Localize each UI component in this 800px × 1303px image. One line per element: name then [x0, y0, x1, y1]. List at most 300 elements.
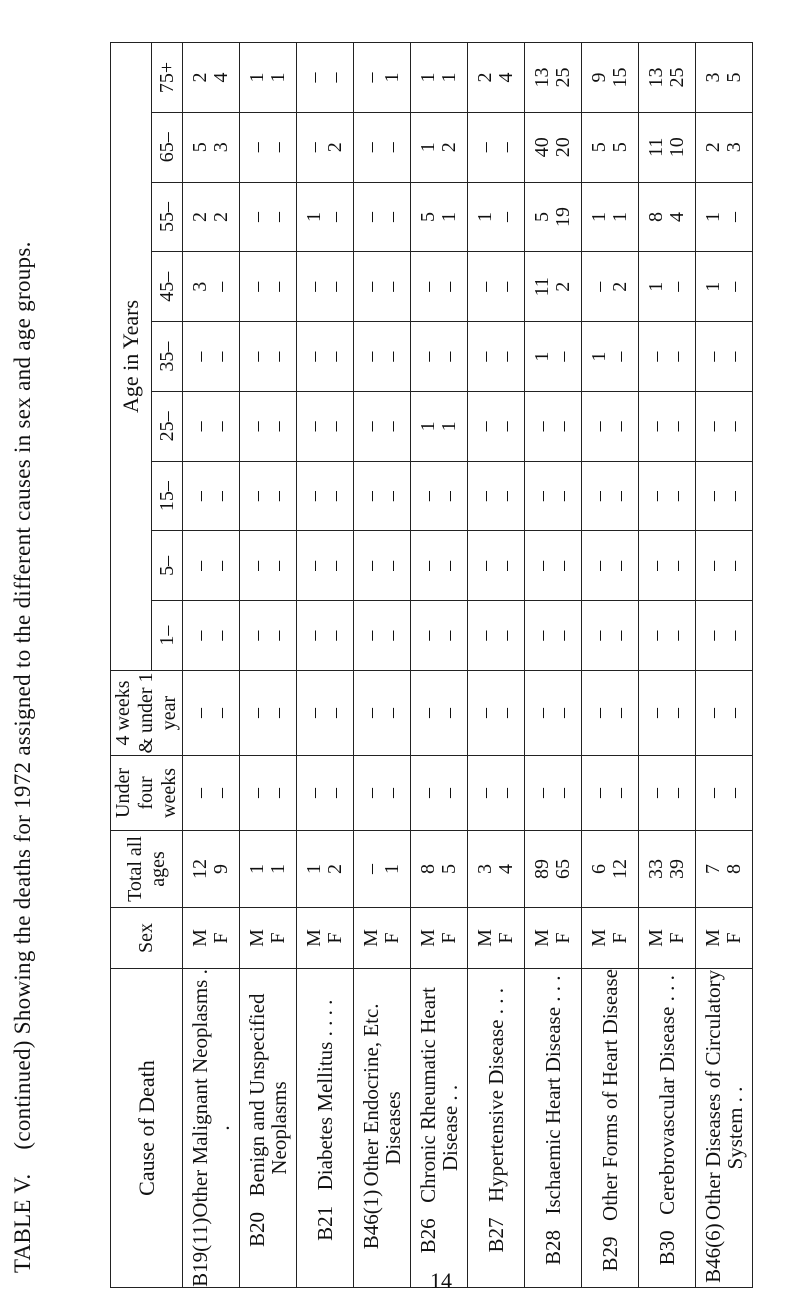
male-value: –	[588, 421, 610, 432]
male-value: –	[474, 491, 496, 502]
male-value: –	[189, 788, 211, 798]
male-value: –	[246, 491, 268, 502]
age-group-cell	[696, 182, 753, 252]
header-sex: Sex	[111, 908, 183, 969]
female-value: 1	[267, 72, 289, 83]
female-value: –	[723, 212, 745, 223]
table-row	[525, 43, 582, 1288]
age-group-cell	[639, 252, 696, 322]
female-value: –	[267, 142, 289, 153]
male-value: –	[303, 351, 325, 362]
age-group-cell	[525, 252, 582, 322]
header-age-group: 35–	[152, 322, 183, 392]
female-value: –	[609, 421, 631, 432]
cause-name: Other Endocrine, Etc. Diseases	[358, 1003, 405, 1187]
male-value: –	[645, 351, 667, 362]
female-value: F	[609, 932, 631, 944]
age-group-cell	[582, 461, 639, 531]
age-group-cell	[354, 322, 411, 392]
age-group-cell	[240, 531, 297, 601]
male-value: –	[189, 351, 211, 362]
male-value: –	[474, 708, 496, 718]
cause-name: Other Forms of Heart Disease	[597, 969, 622, 1221]
under-four-weeks-cell	[297, 756, 354, 831]
age-group-cell	[297, 601, 354, 671]
male-value: –	[531, 630, 553, 641]
female-value: –	[495, 630, 517, 641]
female-value: –	[324, 421, 346, 432]
male-value: –	[360, 212, 382, 223]
female-value: 25	[552, 67, 574, 88]
male-value: –	[417, 281, 439, 292]
female-value: 1	[267, 864, 289, 874]
female-value: –	[609, 630, 631, 641]
male-value: –	[360, 142, 382, 153]
male-value: –	[360, 491, 382, 502]
age-group-cell	[354, 531, 411, 601]
female-value: F	[666, 932, 688, 944]
male-value: –	[474, 142, 496, 153]
age-group-cell	[525, 112, 582, 182]
female-value: 1	[438, 212, 460, 223]
female-value: 4	[210, 72, 232, 83]
male-value: M	[474, 929, 496, 947]
female-value: 39	[666, 859, 688, 879]
table-row	[183, 43, 240, 1288]
female-value: 12	[609, 859, 631, 879]
header-age-group: 15–	[152, 461, 183, 531]
cause-cell	[297, 969, 354, 1288]
male-value: –	[189, 708, 211, 718]
cause-code: B20	[244, 1211, 269, 1247]
male-value: 7	[702, 864, 724, 874]
female-value: –	[381, 788, 403, 798]
female-value: –	[723, 491, 745, 502]
age-group-cell	[468, 531, 525, 601]
male-value: –	[474, 421, 496, 432]
header-age-group: 45–	[152, 252, 183, 322]
age-group-cell	[639, 43, 696, 113]
female-value: –	[267, 630, 289, 641]
female-value: –	[438, 630, 460, 641]
four-weeks-under-one-year-cell	[468, 671, 525, 756]
female-value: –	[267, 491, 289, 502]
cause-code: B28	[540, 1230, 565, 1266]
male-value: –	[531, 560, 553, 571]
female-value: –	[495, 491, 517, 502]
age-group-cell	[468, 112, 525, 182]
male-value: –	[246, 560, 268, 571]
female-value: –	[381, 491, 403, 502]
age-group-cell	[525, 182, 582, 252]
female-value: 1	[438, 72, 460, 83]
male-value: 1	[303, 212, 325, 223]
male-value: –	[531, 421, 553, 432]
age-group-cell	[183, 182, 240, 252]
male-value: –	[645, 491, 667, 502]
cause-name: Cerebrovascular Disease . . .	[654, 975, 679, 1215]
female-value: –	[609, 708, 631, 718]
four-weeks-under-one-year-cell	[354, 671, 411, 756]
female-value: 19	[552, 207, 574, 228]
female-value: –	[324, 491, 346, 502]
age-group-cell	[297, 531, 354, 601]
male-value: –	[303, 142, 325, 153]
male-value: –	[645, 560, 667, 571]
male-value: 2	[474, 72, 496, 83]
age-group-cell	[411, 43, 468, 113]
female-value: –	[495, 560, 517, 571]
age-group-cell	[240, 601, 297, 671]
female-value: –	[495, 142, 517, 153]
female-value: –	[438, 788, 460, 798]
male-value: 3	[189, 281, 211, 292]
header-age-group: 75+	[152, 43, 183, 113]
male-value: –	[417, 788, 439, 798]
male-value: –	[531, 708, 553, 718]
female-value: –	[495, 212, 517, 223]
male-value: –	[531, 788, 553, 798]
header-under-four-weeks: Under four weeks	[111, 756, 183, 831]
male-value: 5	[588, 142, 610, 153]
female-value: –	[552, 788, 574, 798]
total-cell	[525, 831, 582, 908]
header-age-group: 55–	[152, 182, 183, 252]
total-cell	[582, 831, 639, 908]
age-group-cell	[582, 531, 639, 601]
caption-text: (continued) Showing the deaths for 1972 assigned to the different causes in sex and age groups.	[10, 241, 35, 1150]
male-value: 1	[417, 72, 439, 83]
age-group-cell	[354, 182, 411, 252]
age-group-cell	[639, 182, 696, 252]
total-cell	[183, 831, 240, 908]
male-value: 2	[702, 142, 724, 153]
sex-cell	[411, 908, 468, 969]
age-group-cell	[696, 252, 753, 322]
age-group-cell	[354, 391, 411, 461]
male-value: 8	[645, 212, 667, 223]
total-cell	[411, 831, 468, 908]
female-value: 65	[552, 859, 574, 879]
male-value: –	[360, 281, 382, 292]
male-value: –	[588, 281, 610, 292]
female-value: –	[210, 560, 232, 571]
male-value: 3	[474, 864, 496, 874]
age-group-cell	[183, 112, 240, 182]
female-value: 25	[666, 67, 688, 88]
male-value: M	[360, 929, 382, 947]
female-value: –	[723, 281, 745, 292]
female-value: –	[552, 708, 574, 718]
female-value: –	[609, 351, 631, 362]
age-group-cell	[582, 391, 639, 461]
male-value: –	[702, 491, 724, 502]
female-value: –	[381, 212, 403, 223]
age-group-cell	[354, 461, 411, 531]
sex-cell	[354, 908, 411, 969]
four-weeks-under-one-year-cell	[411, 671, 468, 756]
female-value: –	[267, 788, 289, 798]
male-value: –	[588, 788, 610, 798]
age-group-cell	[696, 461, 753, 531]
sex-cell	[639, 908, 696, 969]
male-value: –	[417, 560, 439, 571]
age-group-cell	[411, 531, 468, 601]
four-weeks-under-one-year-cell	[525, 671, 582, 756]
male-value: –	[303, 708, 325, 718]
female-value: F	[210, 932, 232, 944]
female-value: –	[210, 281, 232, 292]
male-value: –	[474, 788, 496, 798]
cause-cell	[183, 969, 240, 1288]
male-value: –	[474, 281, 496, 292]
female-value: –	[438, 491, 460, 502]
four-weeks-under-one-year-cell	[696, 671, 753, 756]
male-value: –	[303, 281, 325, 292]
male-value: –	[246, 212, 268, 223]
female-value: 10	[666, 137, 688, 158]
age-group-cell	[582, 112, 639, 182]
male-value: 1	[588, 351, 610, 362]
under-four-weeks-cell	[240, 756, 297, 831]
female-value: –	[495, 281, 517, 292]
female-value: –	[381, 560, 403, 571]
age-group-cell	[696, 43, 753, 113]
cause-code: B46(6)	[700, 1223, 725, 1283]
age-group-cell	[240, 391, 297, 461]
female-value: –	[438, 281, 460, 292]
female-value: –	[324, 630, 346, 641]
male-value: –	[303, 788, 325, 798]
age-group-cell	[183, 391, 240, 461]
male-value: –	[189, 560, 211, 571]
female-value: 2	[438, 142, 460, 153]
female-value: –	[723, 351, 745, 362]
male-value: 1	[474, 212, 496, 223]
header-age-group: 5–	[152, 531, 183, 601]
female-value: –	[495, 351, 517, 362]
four-weeks-under-one-year-cell	[240, 671, 297, 756]
age-group-cell	[468, 43, 525, 113]
age-group-cell	[240, 182, 297, 252]
table-body	[183, 43, 753, 1288]
table-row	[696, 43, 753, 1288]
male-value: –	[303, 421, 325, 432]
age-group-cell	[411, 391, 468, 461]
table-label: TABLE V.	[10, 1173, 35, 1273]
total-cell	[240, 831, 297, 908]
male-value: 11	[531, 277, 553, 297]
header-age-group: 25–	[152, 391, 183, 461]
age-group-cell	[639, 461, 696, 531]
age-group-cell	[240, 252, 297, 322]
age-group-cell	[411, 252, 468, 322]
cause-name: Hypertensive Disease . . .	[483, 987, 508, 1203]
male-value: –	[417, 708, 439, 718]
female-value: –	[666, 560, 688, 571]
female-value: 1	[438, 421, 460, 432]
male-value: –	[303, 491, 325, 502]
male-value: 8	[417, 864, 439, 874]
age-group-cell	[696, 112, 753, 182]
male-value: –	[246, 788, 268, 798]
female-value: –	[438, 560, 460, 571]
female-value: –	[267, 560, 289, 571]
female-value: –	[381, 630, 403, 641]
female-value: –	[324, 281, 346, 292]
male-value: –	[360, 72, 382, 83]
male-value: –	[360, 788, 382, 798]
female-value: –	[609, 788, 631, 798]
age-group-cell	[582, 322, 639, 392]
table-row	[297, 43, 354, 1288]
female-value: 9	[210, 864, 232, 874]
male-value: –	[246, 142, 268, 153]
male-value: 13	[531, 67, 553, 88]
four-weeks-under-one-year-cell	[639, 671, 696, 756]
female-value: –	[267, 212, 289, 223]
male-value: –	[531, 491, 553, 502]
male-value: –	[588, 491, 610, 502]
female-value: –	[609, 491, 631, 502]
male-value: 2	[189, 72, 211, 83]
sex-cell	[696, 908, 753, 969]
female-value: –	[210, 708, 232, 718]
age-group-cell	[696, 531, 753, 601]
male-value: –	[246, 708, 268, 718]
age-group-cell	[468, 322, 525, 392]
male-value: M	[417, 929, 439, 947]
female-value: –	[267, 281, 289, 292]
female-value: –	[381, 142, 403, 153]
age-group-cell	[297, 252, 354, 322]
female-value: –	[210, 491, 232, 502]
male-value: –	[360, 630, 382, 641]
female-value: –	[438, 708, 460, 718]
under-four-weeks-cell	[696, 756, 753, 831]
male-value: –	[246, 630, 268, 641]
male-value: –	[189, 630, 211, 641]
male-value: 1	[417, 421, 439, 432]
male-value: 1	[246, 864, 268, 874]
age-group-cell	[639, 322, 696, 392]
female-value: 2	[324, 142, 346, 153]
male-value: –	[645, 788, 667, 798]
male-value: –	[645, 421, 667, 432]
male-value: –	[588, 630, 610, 641]
female-value: 3	[723, 142, 745, 153]
cause-name: Diabetes Mellitus . . . .	[312, 999, 337, 1191]
male-value: –	[246, 421, 268, 432]
table-row	[240, 43, 297, 1288]
female-value: 1	[381, 864, 403, 874]
female-value: –	[666, 351, 688, 362]
table-row	[411, 43, 468, 1288]
female-value: –	[324, 708, 346, 718]
male-value: 3	[702, 72, 724, 83]
age-group-cell	[183, 601, 240, 671]
male-value: –	[189, 421, 211, 432]
four-weeks-under-one-year-cell	[183, 671, 240, 756]
age-group-cell	[240, 322, 297, 392]
female-value: –	[552, 630, 574, 641]
male-value: –	[360, 864, 382, 874]
male-value: –	[303, 72, 325, 83]
age-group-cell	[696, 601, 753, 671]
age-group-cell	[297, 182, 354, 252]
cause-name: Benign and Unspecified Neoplasms	[244, 993, 291, 1197]
female-value: 20	[552, 137, 574, 158]
female-value: –	[552, 560, 574, 571]
male-value: –	[246, 281, 268, 292]
female-value: –	[609, 560, 631, 571]
age-group-cell	[525, 322, 582, 392]
cause-cell	[696, 969, 753, 1288]
female-value: –	[723, 630, 745, 641]
female-value: –	[723, 788, 745, 798]
male-value: M	[189, 929, 211, 947]
female-value: –	[495, 788, 517, 798]
female-value: F	[723, 932, 745, 944]
female-value: 5	[609, 142, 631, 153]
cause-cell	[411, 969, 468, 1288]
cause-name: Chronic Rheumatic Heart Disease . .	[415, 987, 462, 1203]
male-value: –	[474, 630, 496, 641]
male-value: –	[702, 708, 724, 718]
male-value: –	[702, 351, 724, 362]
male-value: –	[360, 421, 382, 432]
age-group-cell	[297, 43, 354, 113]
age-group-cell	[411, 601, 468, 671]
male-value: 13	[645, 67, 667, 88]
total-cell	[639, 831, 696, 908]
female-value: –	[723, 421, 745, 432]
male-value: –	[417, 351, 439, 362]
male-value: 1	[531, 351, 553, 362]
sex-cell	[297, 908, 354, 969]
female-value: F	[438, 932, 460, 944]
cause-code: B29	[597, 1236, 622, 1272]
age-group-cell	[354, 112, 411, 182]
age-group-cell	[639, 391, 696, 461]
male-value: 1	[702, 281, 724, 292]
female-value: –	[324, 788, 346, 798]
male-value: –	[702, 421, 724, 432]
male-value: –	[588, 708, 610, 718]
female-value: 1	[609, 212, 631, 223]
female-value: 8	[723, 864, 745, 874]
male-value: –	[246, 351, 268, 362]
four-weeks-under-one-year-cell	[297, 671, 354, 756]
age-group-cell	[639, 531, 696, 601]
cause-cell	[354, 969, 411, 1288]
cause-code: B19(11)	[187, 1217, 212, 1287]
female-value: –	[267, 421, 289, 432]
male-value: M	[645, 929, 667, 947]
male-value: –	[417, 491, 439, 502]
female-value: –	[666, 491, 688, 502]
age-group-cell	[468, 461, 525, 531]
header-age-group: 1–	[152, 601, 183, 671]
total-cell	[468, 831, 525, 908]
total-cell	[696, 831, 753, 908]
male-value: –	[474, 560, 496, 571]
male-value: –	[360, 560, 382, 571]
cause-code: B30	[654, 1230, 679, 1266]
female-value: –	[324, 72, 346, 83]
male-value: M	[303, 929, 325, 947]
age-group-cell	[468, 601, 525, 671]
